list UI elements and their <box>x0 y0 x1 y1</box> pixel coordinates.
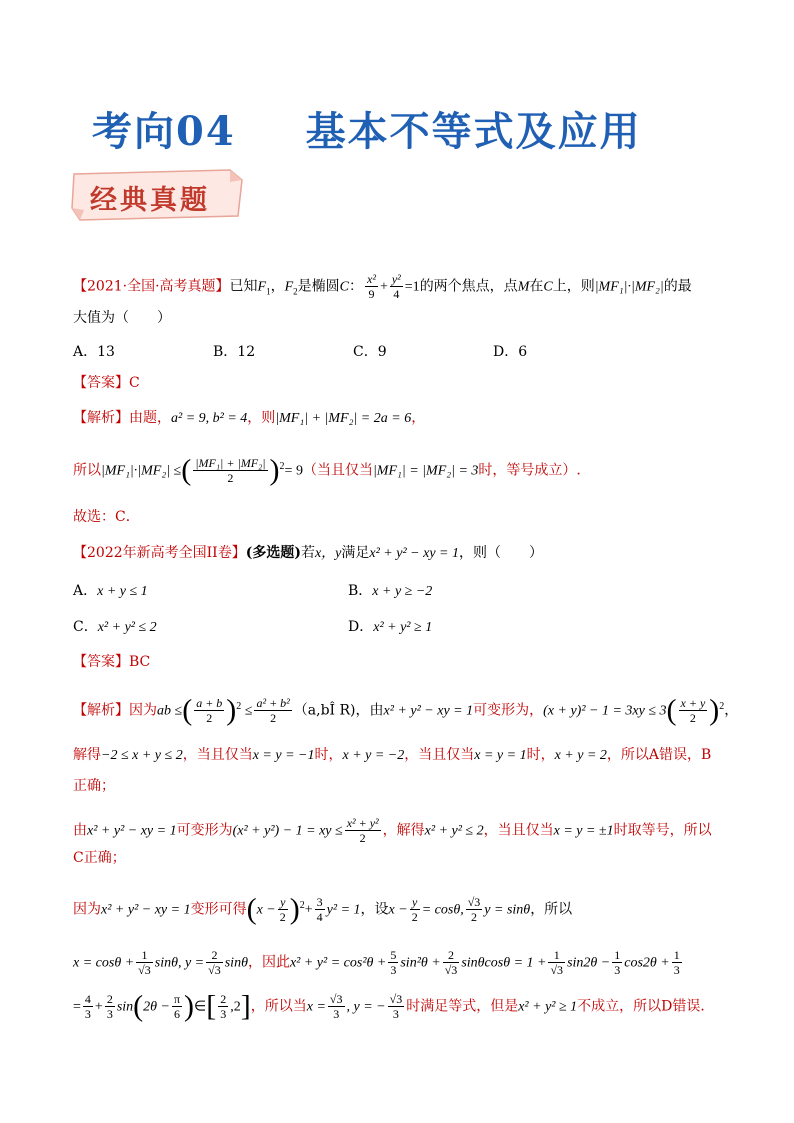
q2-analysis-line1: 【解析】因为ab ≤( $\frac{a + b}{2}$ )$^2$ ≤ $\frac{\text{a² + b²}}{2}$ （a,bÎ R)，由x² + y² − xy = 1可变形为，(x + y)² − 1 = 3xy ≤ 3( $\frac{x + y}{2}$ )$^2$， <box>73 693 739 727</box>
q1-colon: ： <box>349 278 363 295</box>
q1-option-a: A．13 <box>73 344 115 360</box>
q1-answer-value: C <box>129 375 140 391</box>
q1-analysis-math: a² = 9, b² = 4 <box>171 411 248 426</box>
q2-analysis-line2: 解得−2 ≤ x + y ≤ 2，当且仅当x = y = −1时，x + y = −2，当且仅当x = y = 1时，x + y = 2，所以A错误，B <box>73 747 712 763</box>
q1-analysis-line1 <box>73 408 425 429</box>
q1-c: C <box>339 279 349 295</box>
q2-analysis-text: 可变形为， <box>473 702 544 719</box>
q2-analysis-line4: 由x² + y² − xy = 1可变形为(x² + y²) − 1 = xy ≤ $\frac{\text{x² + y²}}{2}$ ，解得x² + y² ≤ 2，当且仅当x = y = ±1时取等号，所以 <box>73 816 712 845</box>
q1-eq-rhs: =1 <box>404 279 420 295</box>
q2-analysis-line7: x = cosθ + $\frac{1}{√3}$ sinθ, y = $\frac{2}{√3}$ sinθ，因此x² + y² = cos²θ + $\frac{5}{3}$ sin²θ + $\frac{2}{√3}$ sinθcosθ = 1 + $\frac{1}{√3}$ sin2θ − $\frac{1}{3}$ cos2θ + $\frac{1}{3}$ <box>73 948 680 977</box>
q1-analysis-math: = 9 <box>284 463 303 479</box>
q1-stem: 【2021·全国·高考真题】已知$F_1$，$F_2$是椭圆C： $\frac{\text{x²}}{9}$ + $\frac{\text{y²}}{4}$ =1的两个焦点，点M在C上，则|MF₁|·|MF₂|的最 <box>73 272 692 301</box>
q1-analysis-text: 时，等号成立）. <box>478 462 581 479</box>
q2-text: 满足 <box>341 545 370 561</box>
q2-answer <box>73 652 150 672</box>
q2-vars: x，y <box>314 546 342 561</box>
q2-answer-tag: 【答案】 <box>73 654 129 670</box>
q2-option-c: C．x² + y² ≤ 2 <box>73 619 157 635</box>
q2-text: 若 <box>300 545 315 561</box>
q1-analysis-text: 所以 <box>73 462 101 479</box>
q1-analysis-text: ， <box>411 410 426 426</box>
q2-source-tag: 【2022年新高考全国II卷】 <box>73 545 246 561</box>
q1-analysis-frac: $\frac{\text{|MF₁| + |MF₂|}}{2}$ <box>195 456 266 485</box>
q2-analysis-math: (x + y)² − 1 = 3xy ≤ 3 <box>543 703 667 719</box>
q1-expr: |MF₁|·|MF₂| <box>594 279 664 295</box>
title-right: 基本不等式及应用 <box>305 108 642 155</box>
q1-analysis-math: |MF₁|·|MF₂| ≤ <box>101 463 182 479</box>
q2-analysis-text: （a,bÎ R)，由 <box>293 702 384 719</box>
q1-frac-y: $\frac{\text{y²}}{4}$ <box>391 272 401 301</box>
q1-option-b: B．12 <box>213 344 256 360</box>
q1-c: C <box>543 279 553 295</box>
q2-cond: x² + y² − xy = 1 <box>369 546 459 561</box>
q1-m: M <box>517 279 530 295</box>
q2-answer-value: BC <box>129 654 151 670</box>
q1-f1: F <box>257 279 267 295</box>
q1-analysis-tag: 【解析】 <box>73 410 129 426</box>
q1-text: 的最 <box>663 278 692 295</box>
q1-f2: F <box>284 279 294 295</box>
q1-frac-x: $\frac{\text{x²}}{9}$ <box>367 272 376 301</box>
q2-analysis-math: x² + y² − xy = 1 <box>383 703 474 719</box>
q1-option-c: C．9 <box>353 344 387 360</box>
q1-text: 在 <box>529 278 544 295</box>
q1-analysis-text: 由题， <box>129 410 171 426</box>
q1-analysis-text: （当且仅当 <box>302 462 373 479</box>
q1-text: 是椭圆 <box>297 278 340 295</box>
q1-analysis-line2: 所以|MF₁|·|MF₂| ≤( $\frac{\text{|MF₁| + |MF₂|}}{2}$ )$^2$= 9（当且仅当|MF₁| = |MF₂| = 3时，等号成立）. <box>73 453 581 487</box>
q1-answer-tag: 【答案】 <box>73 375 129 391</box>
q1-analysis-text: ，则 <box>247 410 276 426</box>
title-left: 考向04 <box>92 108 236 155</box>
q2-analysis-tag: 【解析】 <box>73 702 129 719</box>
q2-stem <box>73 543 543 564</box>
q1-text: 已知 <box>229 278 258 295</box>
q2-type: (多选题) <box>245 545 301 561</box>
q1-source-tag: 【2021·全国·高考真题】 <box>73 278 230 295</box>
q2-analysis-line3: 正确； <box>73 778 115 794</box>
q1-sep: ， <box>270 278 285 295</box>
q1-text: 的两个焦点，点 <box>419 278 518 295</box>
q2-option-b: B．x + y ≥ −2 <box>348 583 433 599</box>
q2-analysis-text: 因为 <box>129 702 157 719</box>
q1-option-d: D．6 <box>493 344 528 360</box>
q2-analysis-line8: = $\frac{4}{3}$ + $\frac{2}{3}$ sin(2θ − $\frac{\pi}{6}$ )∈[ $\frac{2}{3}$ ,2]，所以当x = $\frac{√3}{3}$ , y = − $\frac{√3}{3}$ 时满足等式，但是x² + y² ≥ 1不成立，所以D错误． <box>73 989 715 1023</box>
q1-stem-line2: 大值为（ ） <box>73 310 171 326</box>
q2-option-a: A．x + y ≤ 1 <box>73 583 148 599</box>
q2-analysis-line5: C正确； <box>73 850 126 866</box>
page-title <box>92 100 642 157</box>
section-badge <box>70 168 246 224</box>
q2-text: ，则（ ） <box>458 545 543 561</box>
q1-text: 上，则 <box>552 278 595 295</box>
badge-text: 经典真题 <box>90 185 210 216</box>
q2-analysis-text: ， <box>724 702 739 719</box>
q2-analysis-line6: 因为x² + y² − xy = 1变形可得(x − $\frac{y}{2}$ )$^2$+ $\frac{3}{4}$ y² = 1，设x − $\frac{y}{2}$ = cosθ, $\frac{√3}{2}$ y = sinθ，所以 <box>73 892 573 926</box>
q1-conclusion: 故选：C． <box>73 509 140 525</box>
q2-option-d: D．x² + y² ≥ 1 <box>348 619 433 635</box>
q1-analysis-math: |MF₁| + |MF₂| = 2a = 6 <box>275 411 412 426</box>
q1-analysis-math: |MF₁| = |MF₂| = 3 <box>372 463 479 479</box>
q1-answer <box>73 373 140 393</box>
